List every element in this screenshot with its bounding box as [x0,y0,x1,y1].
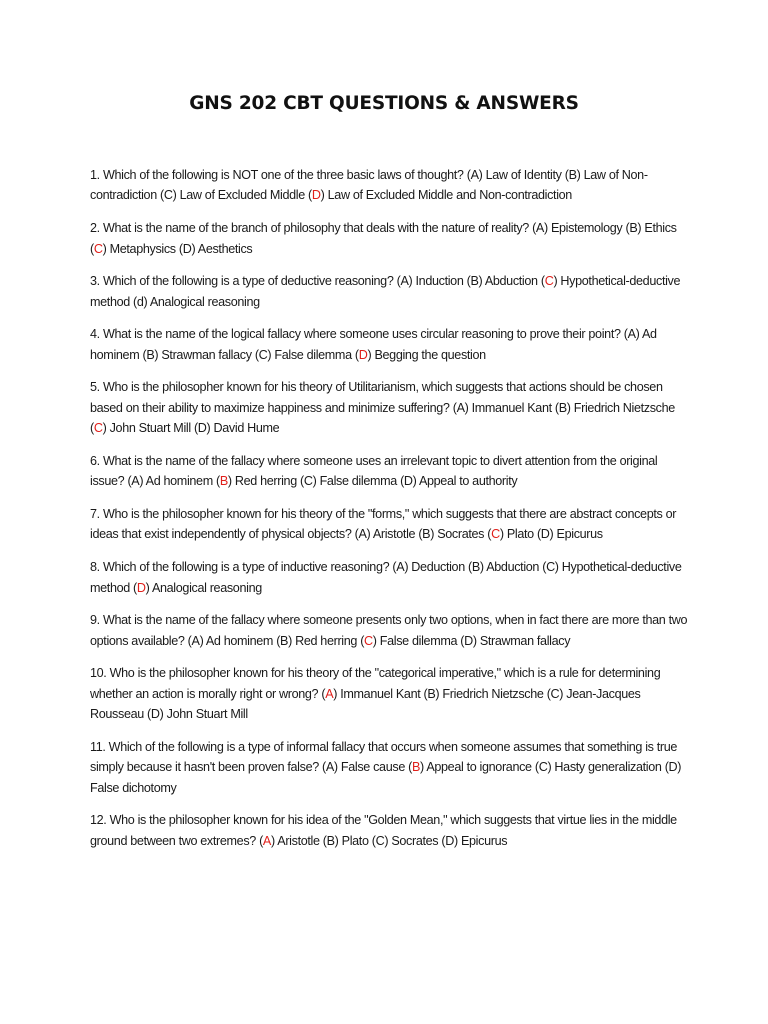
question-text: 3. Which of the following is a type of deductive reasoning? (A) Induction (B) Abduction ( [90,274,545,289]
question-options: ) Red herring (C) False dilemma (D) Appeal to authority [227,474,518,489]
question-item [90,218,690,259]
question-text: 7. Who is the philosopher known for his theory of the "forms," which suggests that there are abstract concepts or ideas that exist independently of physical objects? (A) Aristotle (B) Socrates ( [90,507,677,542]
question-list [90,165,690,864]
question-item [90,324,690,365]
question-item [90,504,690,545]
question-text: 12. Who is the philosopher known for his idea of the "Golden Mean," which suggests that virtue lies in the middle ground between two extremes? ( [90,813,677,848]
answer-letter: B [411,760,421,775]
question-options: ) Plato (D) Epicurus [499,527,603,542]
question-text: 5. Who is the philosopher known for his theory of Utilitarianism, which suggests that actions should be chosen based on their ability to maximize happiness and minimize suffering? (A) Immanuel Kant (B) Friedrich Nietzsche ( [90,380,675,436]
question-text: 8. Which of the following is a type of inductive reasoning? (A) Deduction (B) Abduction (C) Hypothetical-deductive method ( [90,560,682,595]
question-options: ) Begging the question [367,347,486,362]
question-text: 4. What is the name of the logical fallacy where someone uses circular reasoning to prove their point? (A) Ad hominem (B) Strawman fallacy (C) False dilemma ( [90,327,657,362]
question-text: 11. Which of the following is a type of informal fallacy that occurs when someone assumes that something is true simply because it hasn't been proven false? (A) False cause ( [90,739,678,775]
question-options: ) Hypothetical-deductive method (d) Analogical reasoning [90,274,681,309]
answer-letter: C [491,527,500,542]
question-options: ) Aristotle (B) Plato (C) Socrates (D) Epicurus [270,833,508,848]
question-item [90,810,690,851]
answer-letter: A [262,833,271,848]
question-options: ) John Stuart Mill (D) David Hume [102,421,280,436]
question-item [90,737,690,798]
answer-letter: D [136,580,146,595]
question-text: 10. Who is the philosopher known for his theory of the "categorical imperative," which is a rule for determining whether an action is morally right or wrong? ( [90,666,661,701]
answer-letter: D [358,347,368,362]
question-item [90,165,690,206]
question-item [90,663,690,724]
question-options: ) Law of Excluded Middle and Non-contradiction [320,188,572,203]
question-item [90,557,690,598]
question-options: ) Appeal to ignorance (C) Hasty generalization (D) False dichotomy [90,760,682,795]
answer-letter: B [219,474,228,489]
page-title: GNS 202 CBT QUESTIONS & ANSWERS [189,93,579,114]
answer-letter: D [311,188,321,203]
question-text: 2. What is the name of the branch of philosophy that deals with the nature of reality? (A) Epistemology (B) Ethics ( [90,221,677,256]
question-item [90,271,690,312]
answer-letter: C [93,241,103,256]
question-text: 6. What is the name of the fallacy where someone uses an irrelevant topic to divert attention from the original issue? (A) Ad hominem ( [90,453,658,489]
question-options: ) Metaphysics (D) Aesthetics [102,241,253,256]
question-options: ) False dilemma (D) Strawman fallacy [372,633,571,648]
question-item [90,610,690,651]
answer-letter: C [544,274,554,289]
answer-letter: A [325,686,334,701]
question-options: ) Analogical reasoning [145,580,262,595]
question-text: 9. What is the name of the fallacy where someone presents only two options, when in fact there are more than two options available? (A) Ad hominem (B) Red herring ( [90,613,688,648]
question-item [90,451,690,492]
answer-letter: C [364,633,373,648]
question-item [90,377,690,438]
question-text: 1. Which of the following is NOT one of the three basic laws of thought? (A) Law of Identity (B) Law of Non-contradiction (C) Law of Excluded Middle ( [90,168,648,203]
answer-letter: C [93,421,103,436]
question-options: ) Immanuel Kant (B) Friedrich Nietzsche (C) Jean-Jacques Rousseau (D) John Stuart Mill [90,686,641,722]
